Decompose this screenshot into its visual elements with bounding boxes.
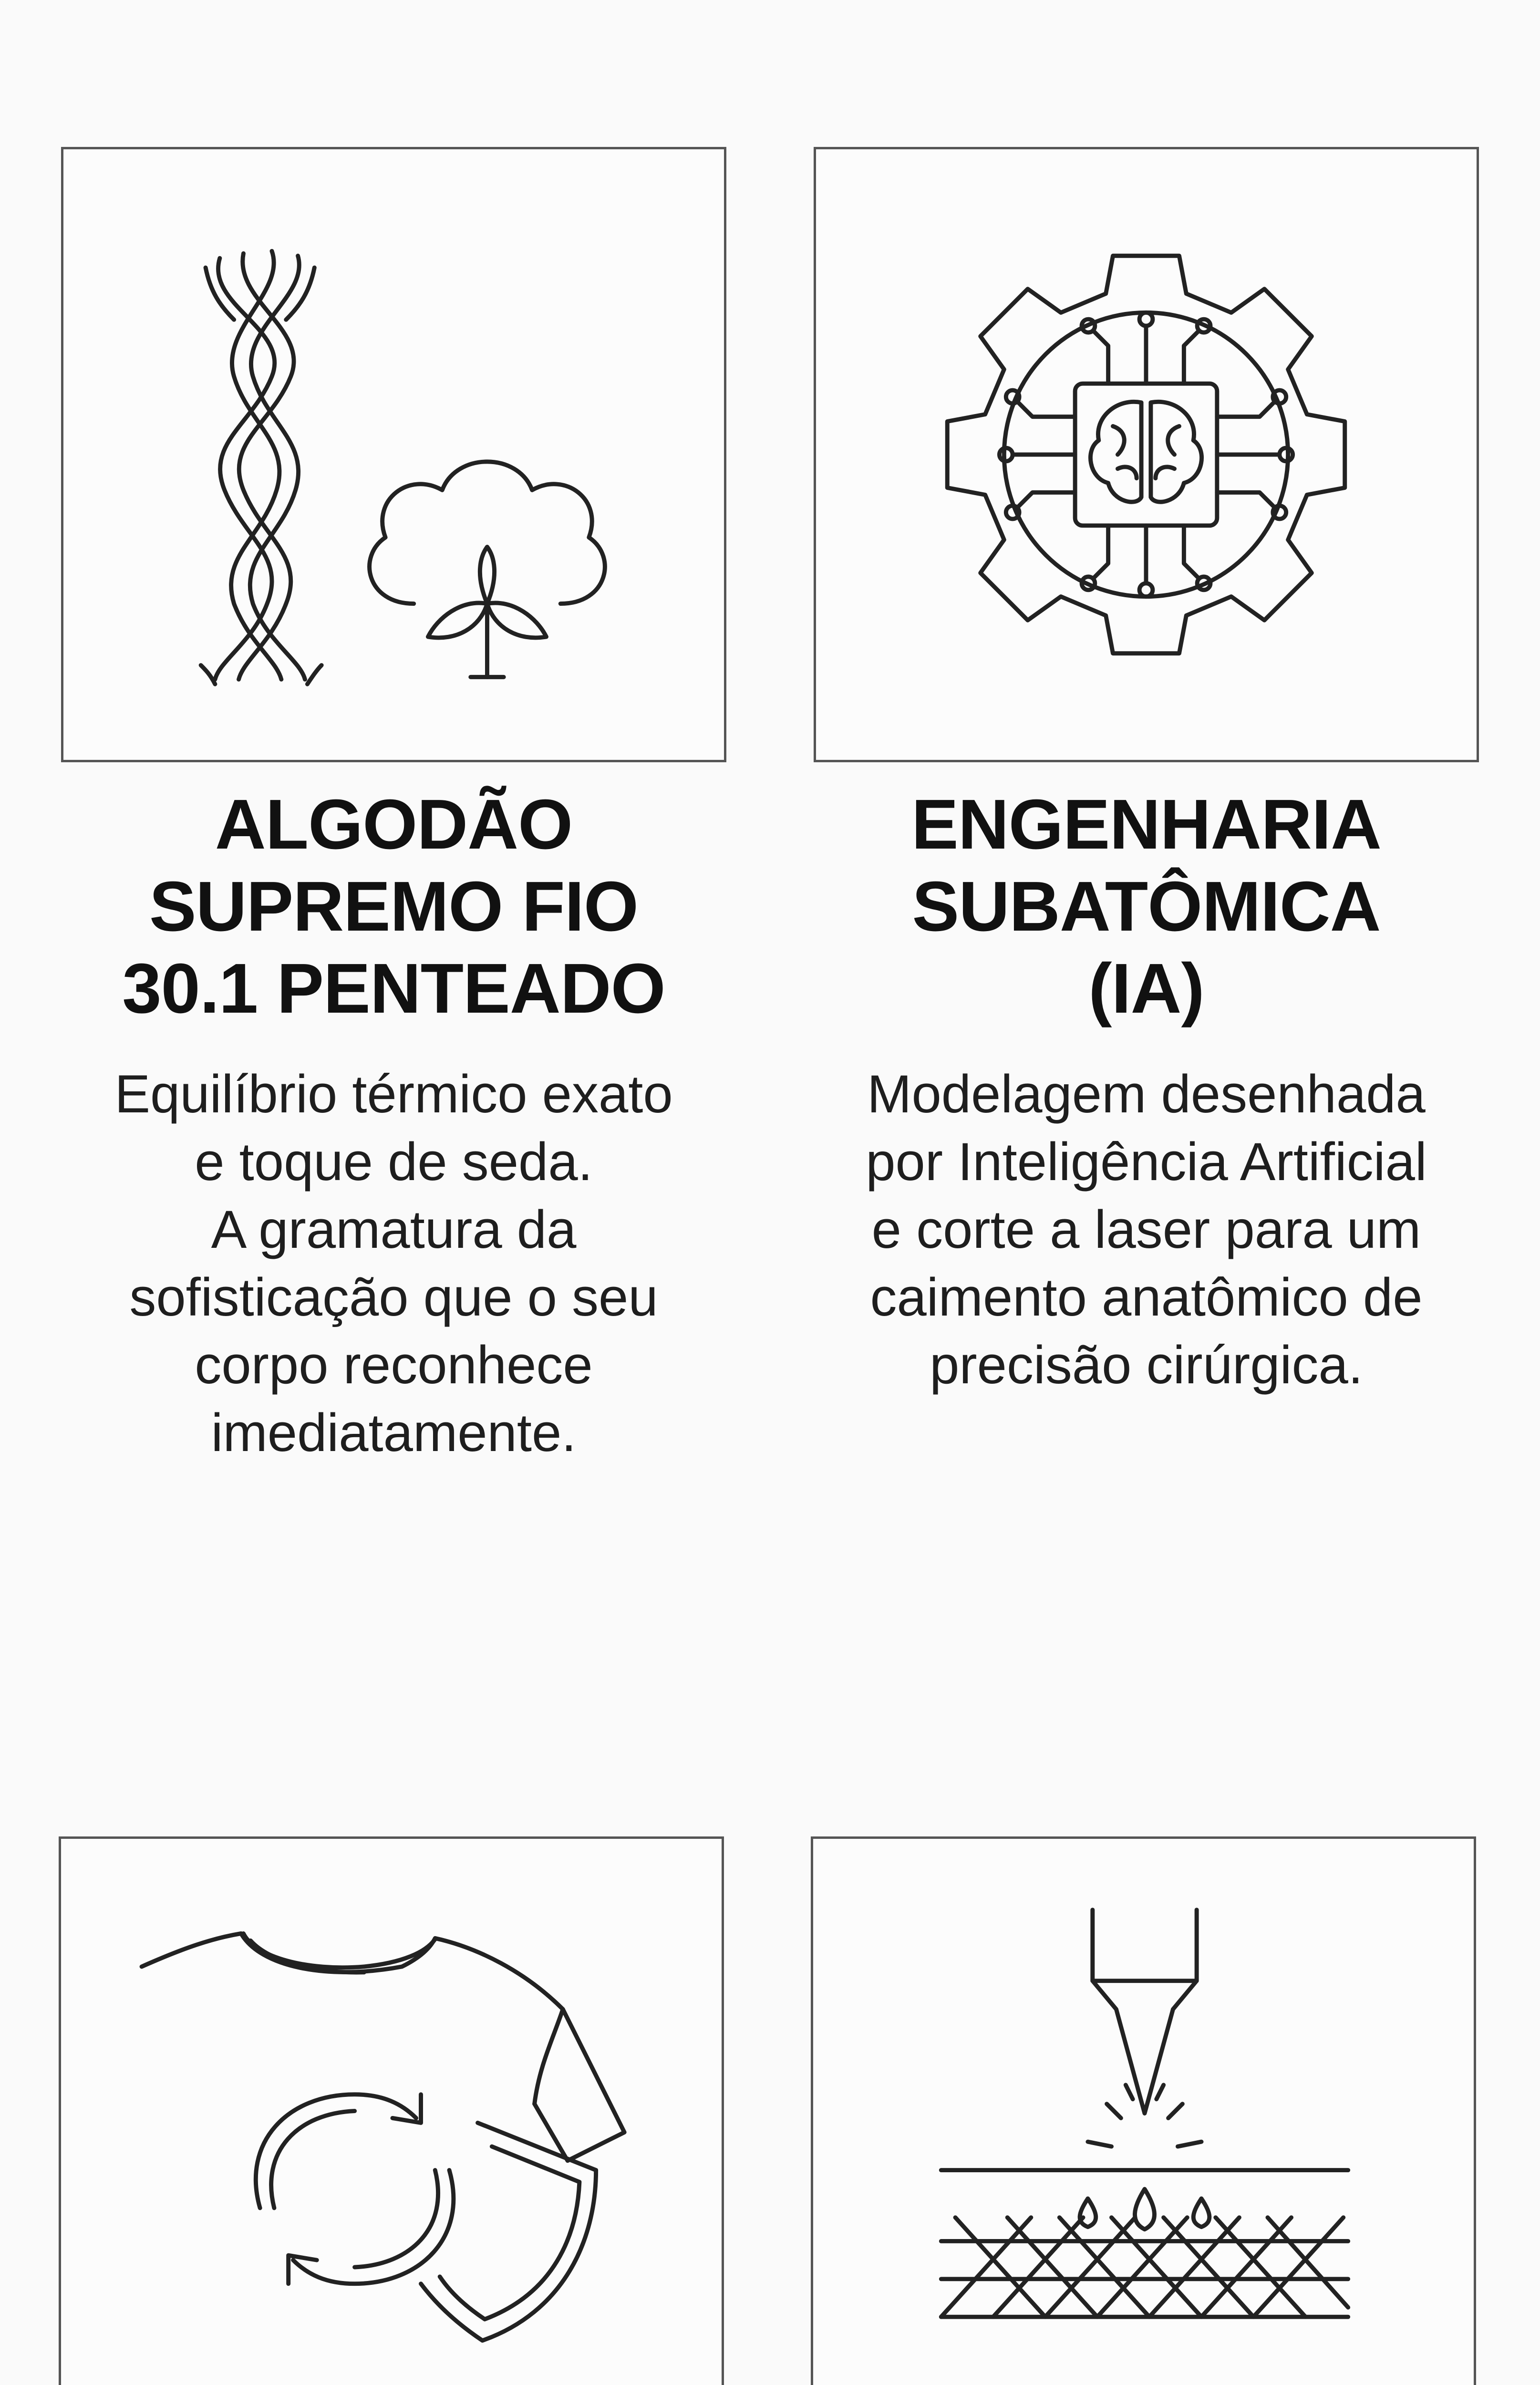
feature-title: ALGODÃO SUPREMO FIO 30.1 PENTEADO [122,785,665,1028]
twisted-yarn-and-cotton-flower-icon [61,147,726,762]
laser-fabric-fusion-icon [811,1836,1476,2385]
tshirt-recycle-shield-icon [59,1836,724,2385]
feature-description: Modelagem desenhada por Inteligência Artificial e corte a laser para um caimento anatômico de precisão cirúrgica. [866,1064,1427,1395]
feature-description: Equilíbrio térmico exato e toque de seda. A gramatura da sofisticação que o seu corpo reconhece imediatamente. [114,1064,673,1462]
feature-title: ENGENHARIA SUBATÔMICA (IA) [911,785,1381,1028]
gear-brain-circuit-icon [814,147,1479,762]
